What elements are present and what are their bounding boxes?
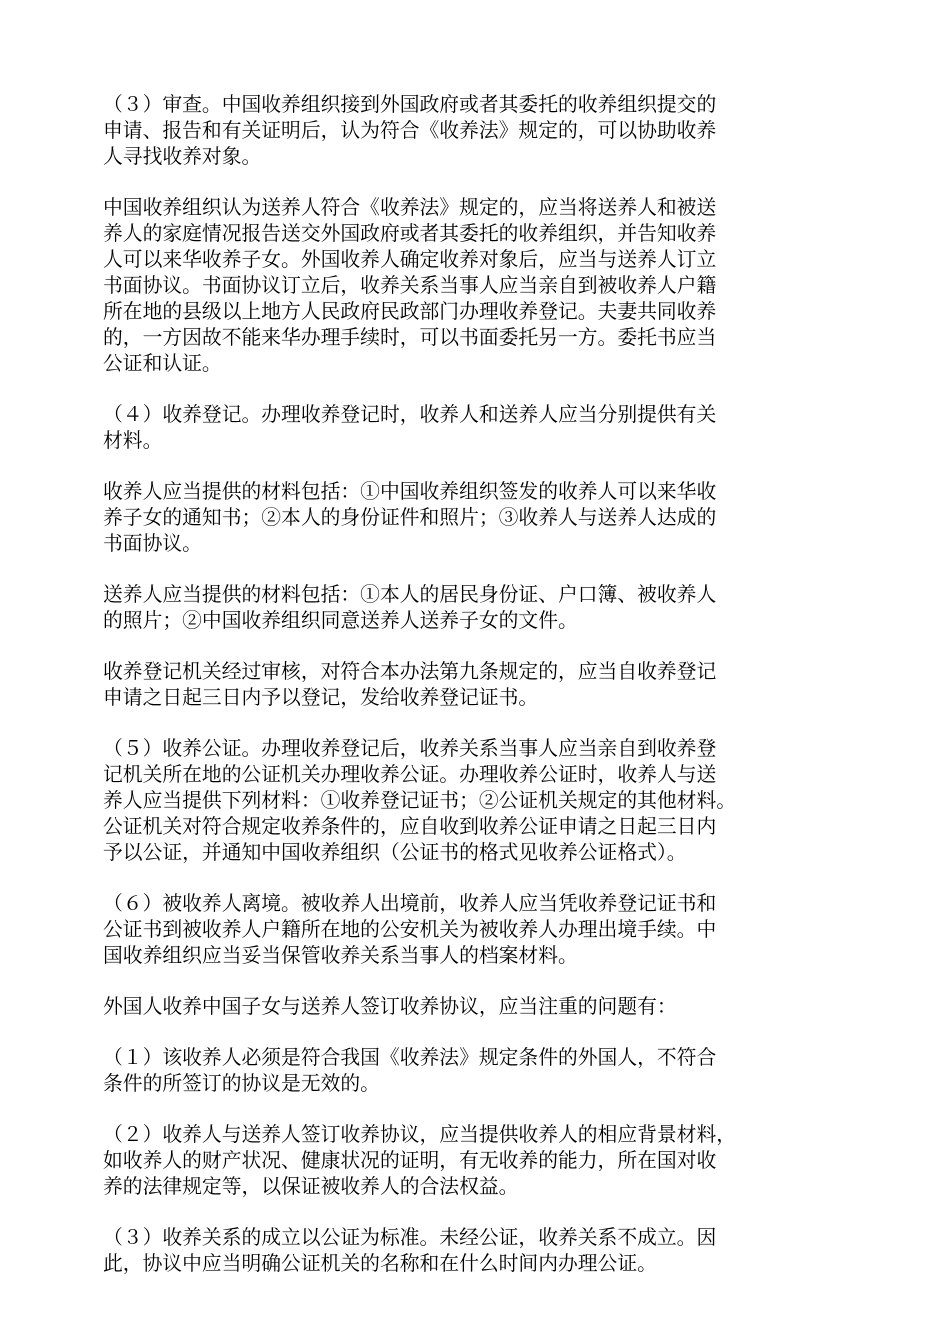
text-line: 予以公证，并通知中国收养组织（公证书的格式见收养公证格式）。: [103, 841, 687, 864]
text-line: 公证机关对符合规定收养条件的，应自收到收养公证申请之日起三日内: [103, 815, 717, 838]
text-line: 养人应当提供下列材料：①收养登记证书；②公证机关规定的其他材料。: [103, 789, 737, 812]
paragraph-registration-review: [103, 659, 863, 711]
text-line: （２）收养人与送养人签订收养协议，应当提供收养人的相应背景材料，: [103, 1123, 737, 1146]
paragraph-review: [103, 92, 863, 170]
text-line: 所在地的县级以上地方人民政府民政部门办理收养登记。夫妻共同收养: [103, 300, 717, 323]
text-line: 中国收养组织认为送养人符合《收养法》规定的，应当将送养人和被送: [103, 196, 717, 219]
text-line: 国收养组织应当妥当保管收养关系当事人的档案材料。: [103, 944, 578, 967]
text-line: 养人的家庭情况报告送交外国政府或者其委托的收养组织，并告知收养: [103, 222, 717, 245]
paragraph-registration: [103, 402, 863, 454]
paragraph-adopter-materials: [103, 479, 863, 557]
text-line: 的照片；②中国收养组织同意送养人送养子女的文件。: [103, 609, 578, 632]
text-line: 外国人收养中国子女与送养人签订收养协议，应当注重的问题有：: [103, 995, 677, 1018]
text-line: （４）收养登记。办理收养登记时，收养人和送养人应当分别提供有关: [103, 403, 717, 426]
text-line: 的，一方因故不能来华办理手续时，可以书面委托另一方。委托书应当: [103, 326, 717, 349]
text-line: 如收养人的财产状况、健康状况的证明，有无收养的能力，所在国对收: [103, 1149, 717, 1172]
text-line: 材料。: [103, 429, 163, 452]
text-line: 送养人应当提供的材料包括：①本人的居民身份证、户口簿、被收养人: [103, 583, 717, 606]
text-line: （１）该收养人必须是符合我国《收养法》规定条件的外国人，不符合: [103, 1046, 717, 1069]
paragraph-issue-2: [103, 1122, 863, 1200]
text-line: 条件的所签订的协议是无效的。: [103, 1072, 380, 1095]
text-line: （５）收养公证。办理收养登记后，收养关系当事人应当亲自到收养登: [103, 737, 717, 760]
text-line: （６）被收养人离境。被收养人出境前，收养人应当凭收养登记证书和: [103, 892, 717, 915]
text-line: 申请之日起三日内予以登记，发给收养登记证书。: [103, 686, 539, 709]
text-line: 书面协议。: [103, 532, 202, 555]
text-line: （３）审查。中国收养组织接到外国政府或者其委托的收养组织提交的: [103, 93, 717, 116]
text-line: 人可以来华收养子女。外国收养人确定收养对象后，应当与送养人订立: [103, 248, 717, 271]
text-line: 人寻找收养对象。: [103, 145, 262, 168]
paragraph-departure: [103, 891, 863, 969]
text-line: 公证和认证。: [103, 352, 222, 375]
text-line: 养的法律规定等，以保证被收养人的合法权益。: [103, 1175, 519, 1198]
text-line: 收养人应当提供的材料包括：①中国收养组织签发的收养人可以来华收: [103, 480, 717, 503]
paragraph-placer-materials: [103, 582, 863, 634]
text-line: 此，协议中应当明确公证机关的名称和在什么时间内办理公证。: [103, 1252, 657, 1275]
text-line: 公证书到被收养人户籍所在地的公安机关为被收养人办理出境手续。中: [103, 918, 717, 941]
paragraph-agreement-intro: [103, 994, 863, 1020]
document-body: [103, 92, 863, 1302]
paragraph-issue-1: [103, 1045, 863, 1097]
paragraph-organization-notice: [103, 195, 863, 377]
text-line: 书面协议。书面协议订立后，收养关系当事人应当亲自到被收养人户籍: [103, 274, 717, 297]
text-line: 养子女的通知书；②本人的身份证件和照片；③收养人与送养人达成的: [103, 506, 717, 529]
text-line: 收养登记机关经过审核，对符合本办法第九条规定的，应当自收养登记: [103, 660, 717, 683]
text-line: 申请、报告和有关证明后，认为符合《收养法》规定的，可以协助收养: [103, 119, 717, 142]
paragraph-notarization: [103, 736, 863, 866]
text-line: 记机关所在地的公证机关办理收养公证。办理收养公证时，收养人与送: [103, 763, 717, 786]
paragraph-issue-3: [103, 1225, 863, 1277]
text-line: （３）收养关系的成立以公证为标准。未经公证，收养关系不成立。因: [103, 1226, 717, 1249]
